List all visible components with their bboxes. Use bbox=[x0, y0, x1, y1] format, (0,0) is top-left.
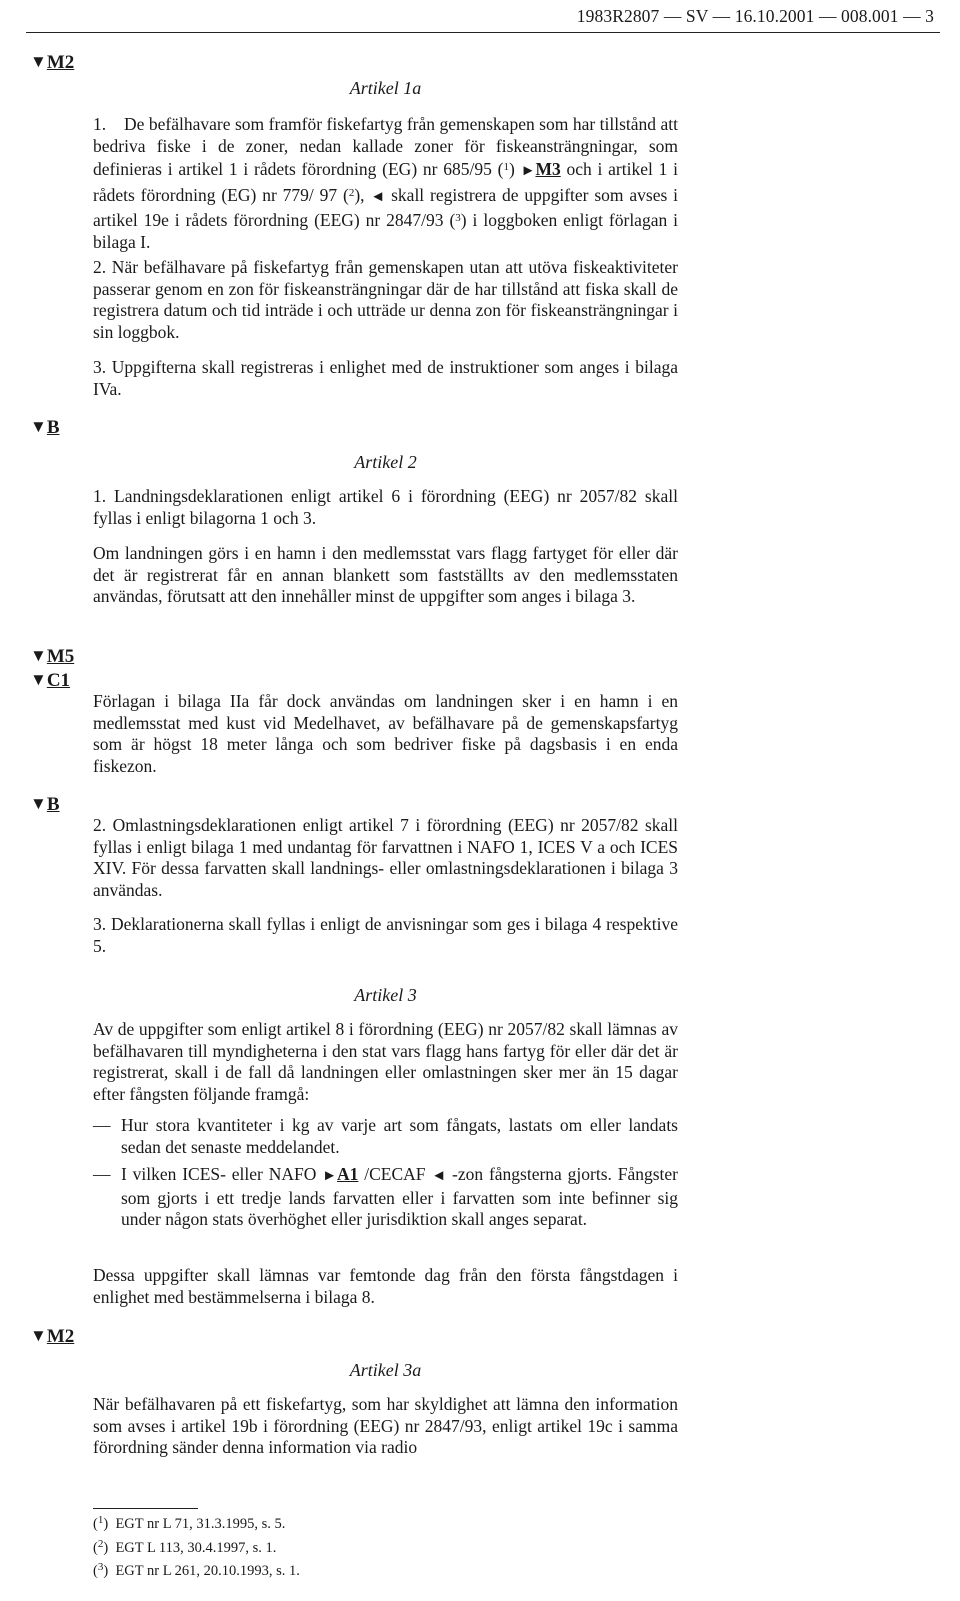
arrow-right-icon: ► bbox=[520, 163, 536, 180]
article-3-list-item-1: — Hur stora kvantiteter i kg av varje art som fångats, lastats om eller landats sedan det senaste meddelandet. bbox=[93, 1115, 678, 1157]
arrow-right-icon: ► bbox=[322, 1168, 338, 1184]
amendment-marker-m5[interactable]: ▼M5 bbox=[30, 646, 75, 667]
footnote-item: ($^2$) EGT L 113, 30.4.1997, s. 1. bbox=[93, 1537, 277, 1556]
marker-triangle-icon: ▼ bbox=[30, 417, 47, 436]
footnotes bbox=[93, 1511, 300, 1582]
footnote-ref-2[interactable]: 2 bbox=[348, 186, 355, 199]
arrow-left-icon: ◄ bbox=[370, 188, 386, 205]
article-1a-title: Artikel 1a bbox=[349, 78, 422, 98]
article-1a-heading-block bbox=[93, 77, 678, 99]
article-3a-title: Artikel 3a bbox=[349, 1360, 422, 1380]
arrow-left-icon: ◄ bbox=[431, 1168, 447, 1184]
marker-triangle-icon: ▼ bbox=[30, 646, 47, 665]
article-1a-paragraph-3: 3. Uppgifterna skall registreras i enlighet med de instruktioner som anges i bilaga IVa. bbox=[93, 357, 678, 399]
article-3-outro: Dessa uppgifter skall lämnas var femtonde dag från den första fångstdagen i enlighet med bestämmelserna i bilaga 8. bbox=[93, 1265, 678, 1307]
footnote-item: ($^3$) EGT nr L 261, 20.10.1993, s. 1. bbox=[93, 1561, 300, 1579]
footnote-ref-1[interactable]: 1 bbox=[503, 161, 509, 174]
amendment-marker-m2[interactable]: ▼M2 bbox=[30, 1326, 75, 1347]
amendment-marker-m2[interactable]: ▼M2 bbox=[30, 52, 75, 73]
dash-bullet: — bbox=[93, 1164, 111, 1184]
article-2-paragraph-1c: Förlagan i bilaga IIa får dock användas om landningen sker i en hamn i en medlemsstat med kust vid Medelhavet, av befälhavare på de gemenskapsfartyg som är högst 18 meter långa och som bedriver fiske på dagsbasis i en enda fiskezon. bbox=[93, 691, 678, 776]
article-1a-paragraph-1: 1. De befälhavare som framför fiskefartyg från gemenskapen som har tillstånd att bedriva fiske i de zoner, nedan kallade zoner för fiskeansträngningar, som definieras i artikel 1 i rådets förordning (EG) nr 685/95 ($^1$) ►M3 och i artikel 1 i rådets förordning (EG) nr 779/ 97 ($^2$), ◄ skall registrera de uppgifter som avses i artikel 19e i rådets förordning (EEG) nr 2847/93 ($^3$) i loggboken enligt förlagan i bilaga I. bbox=[93, 114, 679, 252]
amendment-ref-m3[interactable]: M3 bbox=[535, 159, 561, 180]
article-2-title: Artikel 2 bbox=[354, 452, 417, 472]
document-header: 1983R2807 — SV — 16.10.2001 — 008.001 — 3 bbox=[576, 6, 934, 26]
footnote-ref-3[interactable]: 3 bbox=[455, 212, 461, 225]
article-2-paragraph-1: 1. Landningsdeklarationen enligt artikel 6 i förordning (EEG) nr 2057/82 skall fyllas i enligt bilagorna 1 och 3. bbox=[93, 486, 678, 528]
article-3-heading-block bbox=[93, 984, 678, 1006]
article-3-title: Artikel 3 bbox=[354, 985, 417, 1005]
article-3-intro: Av de uppgifter som enligt artikel 8 i förordning (EEG) nr 2057/82 skall lämnas av befälhavaren till myndigheterna i den stat vars flagg hans fartyg för eller där det är registrerat, skall i de fall då landningen eller omlastningen sker mer än 15 dagar efter fångsten följande framgå: bbox=[93, 1019, 678, 1104]
footnote-rule bbox=[93, 1508, 198, 1509]
marker-triangle-icon: ▼ bbox=[30, 670, 47, 689]
article-3a-paragraph-1: När befälhavaren på ett fiskefartyg, som har skyldighet att lämna den information som avses i artikel 19b i förordning (EEG) nr 2847/93, enligt artikel 19c i samma förordning sänder denna information via radio bbox=[93, 1394, 678, 1458]
footnote-item: ($^1$) EGT nr L 71, 31.3.1995, s. 5. bbox=[93, 1514, 286, 1532]
amendment-ref-a1[interactable]: A1 bbox=[337, 1164, 359, 1184]
dash-bullet: — bbox=[93, 1115, 111, 1135]
amendment-marker-b[interactable]: ▼B bbox=[30, 417, 60, 438]
amendment-marker-b[interactable]: ▼B bbox=[30, 794, 60, 815]
article-3-list-item-2: — I vilken ICES- eller NAFO ►A1 /CECAF ◄ -zon fångsterna gjorts. Fångster som gjorts i ett tredje lands farvatten eller i farvatten som inte befinner sig under någon stats överhöghet eller jurisdiktion skall anges separat. bbox=[93, 1164, 678, 1230]
header-rule bbox=[26, 32, 940, 33]
marker-triangle-icon: ▼ bbox=[30, 52, 47, 71]
article-2-heading-block bbox=[93, 451, 678, 473]
article-2-paragraph-3: 3. Deklarationerna skall fyllas i enligt de anvisningar som ges i bilaga 4 respektive 5. bbox=[93, 914, 678, 956]
article-2-paragraph-2: 2. Omlastningsdeklarationen enligt artikel 7 i förordning (EEG) nr 2057/82 skall fyllas i enligt bilaga 1 med undantag för farvattnen i NAFO 1, ICES V a och ICES XIV. För dessa farvatten skall landnings- eller omlastningsdeklarationen i bilaga 3 användas. bbox=[93, 815, 678, 900]
article-1a-paragraph-2: 2. När befälhavare på fiskefartyg från gemenskapen utan att utöva fiskeaktiviteter passerar genom en zon för fiskeansträngningar där de har tillstånd att fiska skall de registrera datum och tid inträde i och utträde ur denna zon för fiskeansträngningar i sin loggbok. bbox=[93, 257, 678, 342]
amendment-marker-c1[interactable]: ▼C1 bbox=[30, 670, 71, 691]
marker-triangle-icon: ▼ bbox=[30, 1326, 47, 1345]
article-3a-heading-block bbox=[93, 1359, 678, 1381]
marker-triangle-icon: ▼ bbox=[30, 794, 47, 813]
article-2-paragraph-1b: Om landningen görs i en hamn i den medlemsstat vars flagg fartyget för eller där det är registrerat får en annan blankett som fastställts av den medlemsstaten användas, förutsatt att den innehåller minst de uppgifter som anges i bilaga 3. bbox=[93, 543, 678, 607]
